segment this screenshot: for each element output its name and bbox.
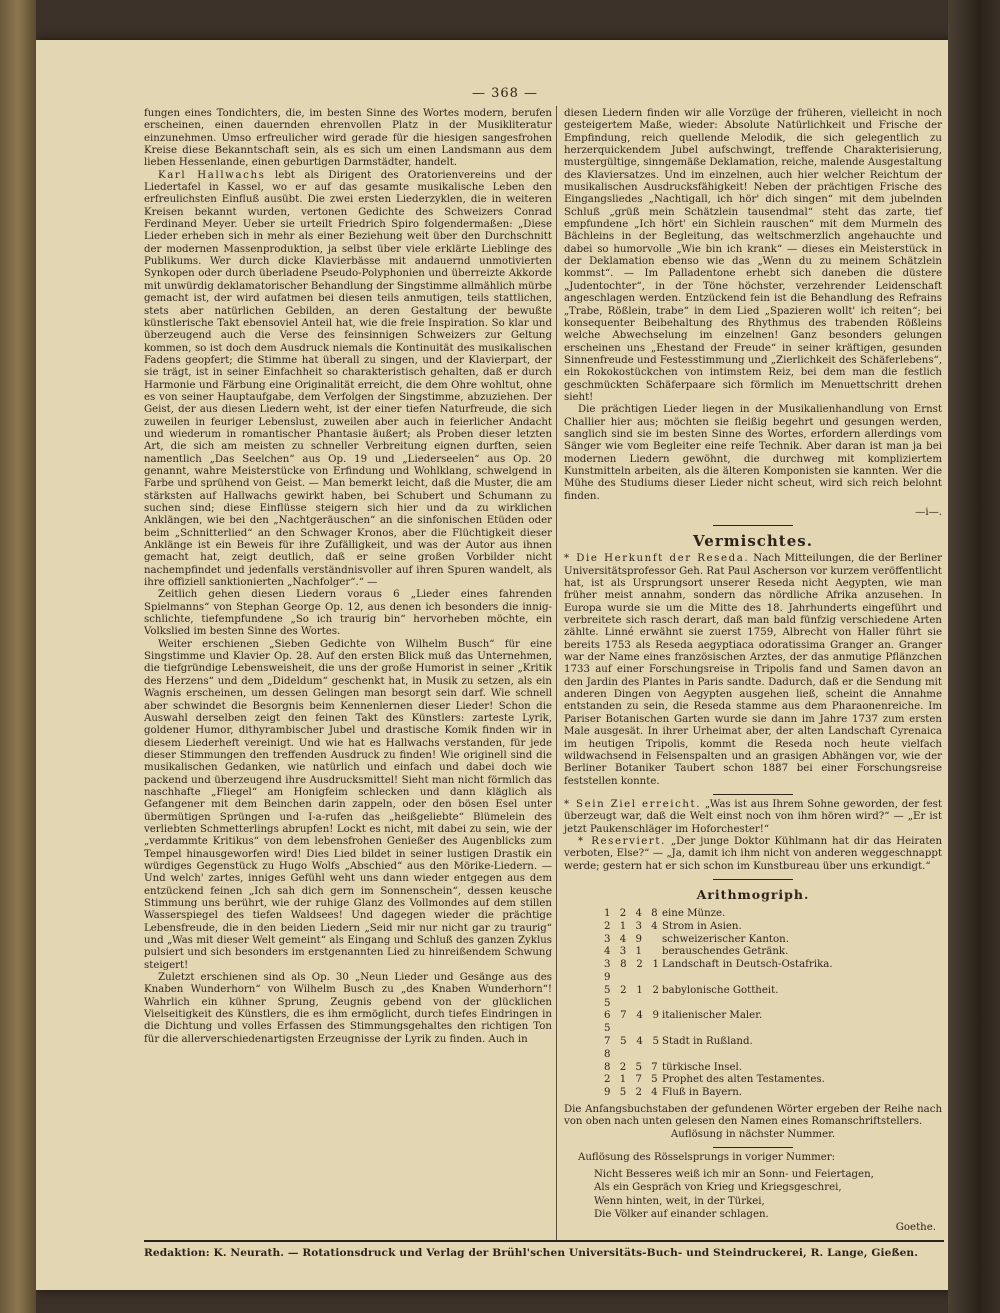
page-edge [0,0,36,1313]
left-column [144,108,552,1046]
list-item: 7 5 4 5 8 Stadt in Rußland. [604,1035,753,1060]
news-item-reseda [564,553,942,788]
joke-text: „Der junge Doktor Kühlmann hat dir das Heiraten verboten, Else?“ — „Ja, damit ich ihm nicht von anderen weggeschnappt werde; gestern hat er sich schon im Kunstbureau über uns erkundigt.“ [564,835,943,872]
footer-rule [144,1240,944,1242]
poem-line: Wenn hinten, weit, in der Türkei, [594,1195,765,1207]
poem-author: Goethe. [895,1222,936,1234]
left-paragraph-3: Zeitlich gehen diesen Liedern voraus 6 „Lieder eines fahrenden Spielmanns“ von Stephan George Op. 12, aus denen ich besonders die innig-schlichte, tiefempfundene „So ich traurig bin“ hervorheben möchte, ein Volkslied im besten Sinne des Wortes. [144,589,552,638]
left-paragraph-2-text: lebt als Dirigent des Oratorienvereins und der Liedertafel in Kassel, wo er auf das gesamte musikalische Leben den erfreulichsten Einfluß ausübt. Die zwei ersten Liederzyklen, die in weiteren Kreisen bekannt wurden, vertonen Gedichte des Schweizers Conrad Ferdinand Meyer. Ueber sie urteilt Friedrich Spiro folgendermaßen: „Diese Lieder erheben sich in mehr als einer Beziehung weit über den Durchschnitt der modernen Massenproduktion, ja selbst über viele erklärte Lieblinge des Publikums. Wer durch dicke Klavierbässe mit andauernd unmotivierten Synkopen oder durch überladene Pseudo-Polyphonien und überreizte Akkorde mit unwürdig deklamatorischer Behandlung der Singstimme allmählich mürbe gemacht ist, der wird aufatmen bei diesen teils anmutigen, teils stattlichen, stets aber natürlichen Gebilden, an deren Gestaltung der bewußte künstlerische Takt ebensoviel Anteil hat, wie die freie Inspiration. So klar und überzeugend auch die Verse des feinsinnigen Schweizers zur Geltung kommen, so ist doch dem Ausdruck niemals die Kontinuität des musikalischen Fadens geopfert; die Stimme hat überall zu singen, und der Klavierpart, der sie trägt, ist in seiner Einfachheit so charakteristisch gehalten, daß er durch Harmonie und Färbung eine Originalität erreicht, die dem Ohre wohltut, ohne es von seiner Hauptaufgabe, dem Verfolgen der Singstimme, abzuziehen. Der Geist, der aus diesen Liedern weht, ist der einer tiefen Naturfreude, die sich zuweilen in feuriger Lebenslust, zuweilen aber auch in feierlicher Andacht und wiederum in romantischer Phantasie äußert; als Proben dieser letzten Art, die sich am meisten zu schneller Verbreitung eignen durften, seien namentlich „Das Seelchen“ aus Op. 19 und „Liederseelen“ aus Op. 20 genannt, wahre Meisterstücke von Erfindung und Wohlklang, schwelgend in Farbe und sprühend von Geist. — Man bemerkt leicht, daß die Muster, die am stärksten auf Hallwachs gewirkt haben, bei Schubert und Schumann zu suchen sind; diese Einflüsse steigern sich hier und da zu wirklichen Anklängen, wie bei den „Nachtgeräuschen“ an die sinfonischen Etüden oder beim „Schnitterlied“ an den Schwager Kronos, aber die Flüchtigkeit dieser Anklänge ist ein Beweis für ihre Zufälligkeit, und was der Autor aus ihnen gemacht hat, zeigt deutlich, daß er seine großen Vorbilder nicht nachempfindet und jedenfalls verständnisvoller auf ihren Spuren wandelt, als ihre offiziell sanktionierten „Nachfolger“.“ — [144,169,552,589]
section-title-arithmogriph: Arithmogriph. [696,886,810,902]
newspaper-page [36,40,974,1290]
right-column [564,108,942,1234]
solution-poem [594,1168,942,1234]
left-paragraph-1: fungen eines Tondichters, die, im besten Sinne des Wortes modern, berufen erscheinen, einen dauernden ehrenvollen Platz in der Musikliteratur einzunehmen. Umso erfreulicher wird gerade für die hiesigen sangesfrohen Kreise diese Bekanntschaft sein, als es sich um einen Landsmann aus dem lieben Hessenlande, einen geburtigen Darmstädter, handelt. [144,108,552,169]
poem-line: Die Völker auf einander schlagen. [594,1208,769,1220]
composer-name: Karl Hallwachs [158,169,266,181]
review-signature: —i—. [915,507,942,518]
item-divider [713,1147,793,1148]
joke-item-ziel [564,799,942,836]
item-divider [713,879,793,880]
list-item: 8 2 5 7 türkische Insel. [604,1061,743,1073]
joke-title: * Sein Ziel erreicht. [564,798,702,810]
arithmogriph-list [604,908,942,1100]
news-item-title: * Die Herkunft der Reseda. [564,553,750,565]
list-item: 4 3 1 berauschendes Getränk. [604,946,789,958]
poem-line: Nicht Besseres weiß ich mir an Sonn- und Feiertagen, [594,1169,874,1181]
section-divider [713,525,793,526]
list-item: 1 2 4 8 eine Münze. [604,907,726,919]
list-item: 5 2 1 2 5 babylonische Gottheit. [604,984,779,1009]
arithmogriph-note: Die Anfangsbuchstaben der gefundenen Wörter ergeben der Reihe nach von oben nach unten gelesen den Namen eines Romanschriftstellers. [564,1103,942,1128]
item-divider [713,794,793,795]
right-paragraph-2: Die prächtigen Lieder liegen in der Musikalienhandlung von Ernst Challier hier aus; möchten sie fleißig begehrt und gesungen werden, sanglich sind sie im besten Sinne des Wortes, erfordern allerdings vom Sänger wie vom Begleiter eine reife Technik. Aber daran ist man ja bei modernen Liedern gewöhnt, die durchweg mit kompliziertem Kunstmitteln arbeiten, als die älteren Komponisten sie kannten. Wer die Mühe des Studiums dieser Lieder nicht scheut, wird sich reich belohnt finden. [564,404,942,502]
left-paragraph-4: Weiter erschienen „Sieben Gedichte von Wilhelm Busch“ für eine Singstimme und Klavier Op. 28. Auf den ersten Blick muß das Unternehmen, die tiefgründige Lebensweisheit, die uns der große Humorist in seiner „Kritik des Herzens“ und dem „Dideldum“ geschenkt hat, in Musik zu setzen, als ein Wagnis erscheinen, um dessen Gelingen man besorgt sein darf. Wie schnell aber schwindet die Besorgnis beim Kennenlernen dieser Lieder! Schon die Auswahl derselben zeigt den feinen Takt des Künstlers: zarteste Lyrik, goldener Humor, dithyrambischer Jubel und drastische Komik finden wir in diesem Liederheft vereinigt. Und wie hat es Hallwachs verstanden, für jede dieser Stimmungen den treffenden Ausdruck zu finden! Wie originell sind die musikalischen Gedanken, wie natürlich und einfach und dabei doch wie packend und überzeugend ihre Ausdrucksmittel! Sieht man nicht förmlich das naschhafte „Fliegel“ am Honigfeim schlecken und dann kläglich als Gefangener mit dem Beinchen darin zappeln, oder den bösen Esel unter übermütigen Sprüngen und I-a-rufen das „heißgeliebte“ Blümelein des verliebten Schmetterlings abrupfen! Lockt es nicht, mit dabei zu sein, wie der „verdammte Kritikus“ von dem lebensfrohen Genießer des Augenblicks zum Tempel hinausgeworfen wird! Dies Lied bildet in seiner lustigen Drastik ein würdiges Gegenstück zu Hugo Wolfs „Abschied“ aus den Mörike-Liedern. — Und welch' zartes, inniges Gefühl weht uns dann wieder entgegen aus dem entzückend feinen „Ich sah dich gern im Sonnenschein“, dessen keusche Stimmung uns berührt, wie der ruhige Glanz des Vollmondes auf dem stillen Wasserspiegel des tiefen Waldsees! Und dagegen wieder die prächtige Lebensfreude, die in den beiden Liedern „Seid mir nur nicht gar zu traurig“ und „Was mit dieser Welt gemeint“ als Eingang und Schluß des ganzen Zyklus pulsiert und sich besonders im erstgenannten Lied zu hinreißendem Schwung steigert! [144,638,552,971]
list-item: 3 8 2 1 9 Landschaft in Deutsch-Ostafrika. [604,959,833,983]
list-item: 3 4 9 schweizerischer Kanton. [604,933,789,945]
list-item: 6 7 4 9 5 italienischer Maler. [604,1010,763,1035]
column-divider [556,106,557,1241]
page-number: — 368 — [471,86,539,101]
solution-title: Auflösung des Rösselsprungs in voriger Nummer: [578,1151,836,1163]
list-item: 9 5 2 4 Fluß in Bayern. [604,1087,743,1099]
section-title-vermischtes: Vermischtes. [693,532,813,551]
joke-item-reserviert [564,836,942,873]
joke-text: „Was ist aus Ihrem Sohne geworden, der fest überzeugt war, daß die Welt einst noch von ihm hören wird?“ — „Er ist jetzt Paukenschläger im Hoforchester!“ [564,798,942,835]
poem-line: Als ein Gespräch von Krieg und Kriegsgeschrei, [594,1182,842,1194]
solution-next-issue: Auflösung in nächster Nummer. [670,1128,836,1140]
list-item: 2 1 3 4 Strom in Asien. [604,920,742,932]
book-spine [948,0,1000,1313]
right-paragraph-1: diesen Liedern finden wir alle Vorzüge der früheren, vielleicht in noch gesteigertem Maße, wieder: Absolute Natürlichkeit und Frische der Empfindung, reich quellende Melodik, die sich gelegentlich zu herzerquickendem Jubel aufschwingt, treffende Charakterisierung, mustergültige, sinngemäße Deklamation, reiche, malende Ausgestaltung des Klaviersatzes. Und im einzelnen, auch hier welcher Reichtum der musikalischen Ausdrucksfähigkeit! Neben der prächtigen Frische des Eingangsliedes „Nachtigall, ich hör' dich singen“ mit dem jubelnden Schluß „grüß mein Schätzlein tausendmal“ steht das zarte, tief empfundene „Ich hört' ein Sichlein rauschen“ mit dem Murmeln des Bächleins in der Begleitung, das weltschmerzlich angehauchte und dabei so humorvolle „Wie bin ich krank“ — dieses ein Meisterstück in der Deklamation ebenso wie das „Wenn du zu meinem Schätzlein kommst“. — Im Palladentone erhebt sich daneben die düstere „Judentochter“, in der Töne höchster, verzehrender Leidenschaft angeschlagen werden. Entzückend fein ist die Behandlung des Refrains „Trabe, Rößlein, trabe“ in dem Lied „Spazieren wollt' ich reiten“; bei konsequenter Beibehaltung des Rhythmus des trabenden Rößleins welche Abwechselung im einzelnen! Ganz besonders gelungen erscheinen uns „Ehestand der Freude“ in seiner kräftigen, gesunden Sinnenfreude und Festesstimmung und „Zierlichkeit des Schäferlebens“, ein Rokokostückchen von intimstem Reiz, bei dem man die festlich geschmückten Schäferpaare sich förmlich im Menuettschritt drehen sieht! [564,108,942,403]
left-paragraph-5: Zuletzt erschienen sind als Op. 30 „Neun Lieder und Gesänge aus des Knaben Wunderhorn“ von Wilhelm Busch zu „des Knaben Wunderhorn“! Wahrlich ein kühner Sprung, Zeugnis gebend von der glücklichen Vielseitigkeit des Künstlers, die es ihm ermöglicht, durch tiefes Eindringen in die Dichtung und volles Erfassen des Stimmungsgehaltes den richtigen Ton für die allerverschiedenartigsten Erzeugnisse der Lyrik zu finden. Auch in [144,972,552,1045]
left-paragraph-2 [144,170,552,590]
news-item-text: Nach Mitteilungen, die der Berliner Universitätsprofessor Geh. Rat Paul Ascherson vor kurzem veröffentlicht hat, ist als Ursprungsort unserer Reseda nicht Aegypten, wie man früher meist annahm, sondern das nördliche Afrika anzusehen. In Europa wurde sie um die Mitte des 18. Jahrhunderts eingeführt und verbreitete sich rasch derart, daß man bald fünfzig verschiedene Arten zählte. Linné erwähnt sie zuerst 1759, Albrecht von Haller führt sie bereits 1753 als Reseda aegyptiaca odoratissima Granger an. Granger war der Name eines französischen Arztes, der das anmutige Pflänzchen 1733 auf einer Forschungsreise in Tripolis fand und Samen davon an den Jardin des Plantes in Paris sandte. Dadurch, daß er die Sendung mit anderen Dingen von Aegypten ausgehen ließ, scheint die Annahme entstanden zu sein, die Reseda stamme aus dem Pharaonenreiche. Im Pariser Botanischen Garten wurde sie dann im Jahre 1737 zum ersten Male ausgesät. In ihrer Urheimat aber, der alten Landschaft Cyrenaica im heutigen Tripolis, kommt die Reseda noch heute vielfach wildwachsend in Felsenspalten und an grasigen Abhängen vor, wie der Berliner Botaniker Taubert schon 1887 bei einer Forschungsreise feststellen konnte. [564,553,942,787]
list-item: 2 1 7 5 Prophet des alten Testamentes. [604,1074,825,1086]
imprint: Redaktion: K. Neurath. — Rotationsdruck und Verlag der Brühl'schen Universitäts-Buch- und Steindruckerei, R. Lange, Gießen. [144,1247,919,1259]
joke-title: * Reserviert. [578,835,666,847]
